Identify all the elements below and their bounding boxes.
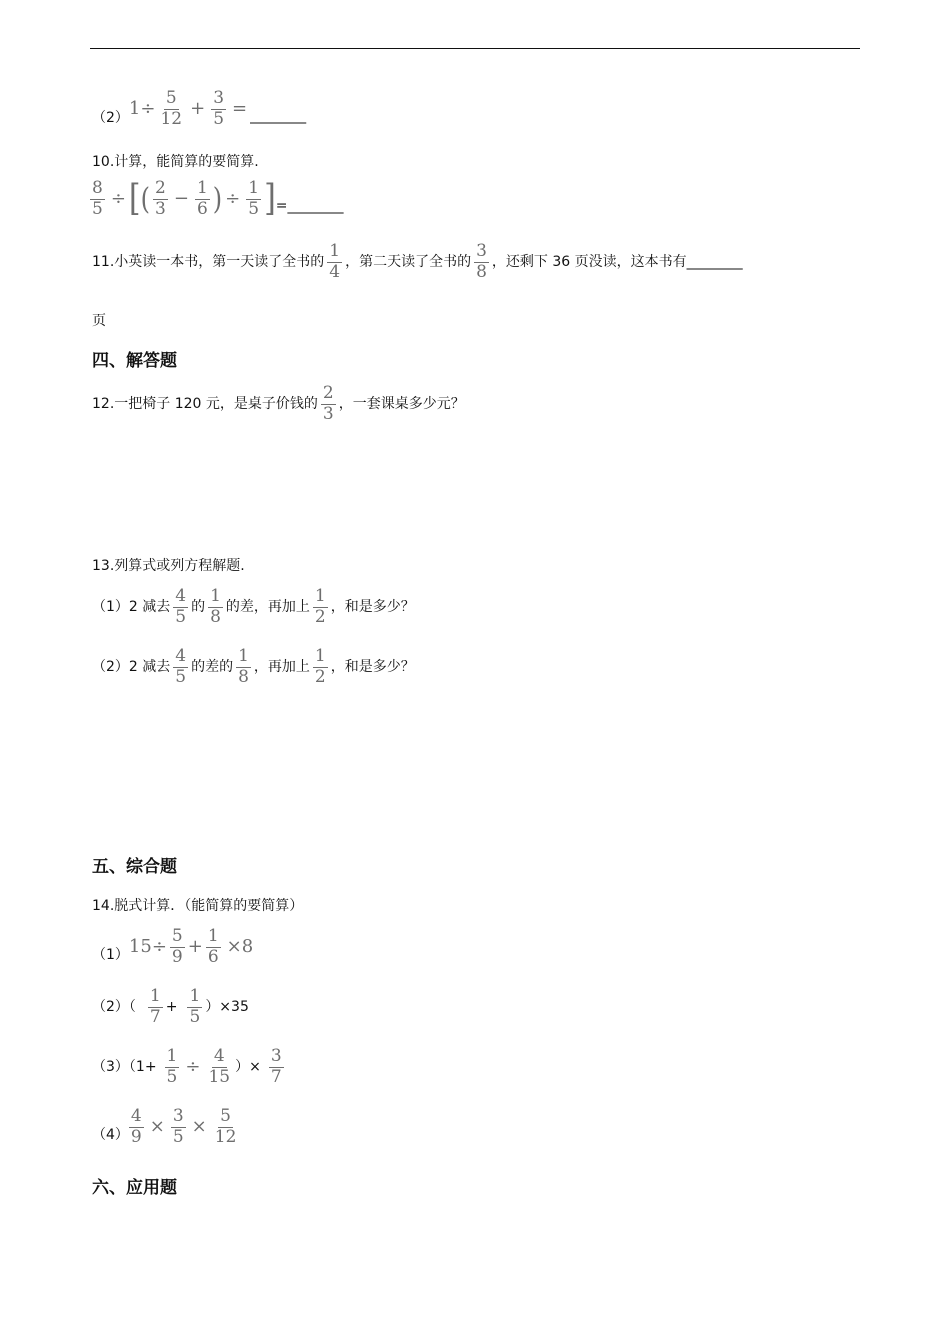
fraction: $\frac{1}{7}$	[149, 986, 161, 1027]
fraction: $\frac{4}{5}$	[175, 646, 187, 687]
question-13-part-2: （2）2 减去 $\frac{4}{5}$ 的差的 $\frac{1}{8}$ ，再加上 $\frac{1}{2}$ ，和是多少？	[92, 646, 415, 687]
question-14-text: 14.脱式计算．（能简算的要简算）	[92, 898, 304, 914]
item-label: （2）	[92, 110, 129, 127]
fraction: $\frac{3}{5}$	[172, 1106, 184, 1147]
fraction: $\frac{1}{4}$	[329, 241, 341, 282]
fraction: $\frac{5}{12}$	[214, 1106, 237, 1147]
question-9-part-2	[92, 90, 306, 129]
fraction: $\frac{5}{9}$	[171, 926, 183, 967]
fraction: $\frac{5}{12}$	[160, 88, 183, 129]
fraction: $\frac{8}{5}$	[92, 178, 103, 219]
question-14-part-1: （1） 15÷ $\frac{5}{9}$ + $\frac{1}{6}$ ×8	[92, 928, 256, 967]
fraction: $\frac{1}{6}$	[196, 178, 208, 219]
question-12: 12.一把椅子 120 元，是桌子价钱的 $\frac{2}{3}$ ，一套课桌多少元？	[92, 383, 465, 424]
fraction: $\frac{4}{9}$	[130, 1106, 142, 1147]
fraction: $\frac{3}{5}$	[213, 88, 225, 129]
section-heading-6: 六、应用题	[92, 1178, 177, 1198]
question-10-expression: $\frac{8}{5}$ ÷ [ ( $\frac{2}{3}$ − $\frac{1}{6}$ ) ÷ $\frac{1}{5}$ ] = ________	[92, 177, 344, 220]
fraction: $\frac{2}{3}$	[155, 178, 166, 219]
question-10-text: 10.计算，能简算的要简算.	[92, 154, 259, 170]
fraction: $\frac{4}{5}$	[175, 586, 187, 627]
answer-blank: ________	[250, 108, 307, 125]
question-11: 11.小英读一本书，第一天读了全书的 $\frac{1}{4}$ ，第二天读了全书的 $\frac{3}{8}$ ，还剩下 36 页没读，这本书有 ________	[92, 241, 743, 282]
header-rule	[90, 48, 860, 49]
fraction: $\frac{4}{15}$	[208, 1046, 231, 1087]
fraction: $\frac{1}{6}$	[207, 926, 219, 967]
question-11-tail: 页	[92, 313, 106, 329]
expression: 1÷ $\frac{5}{12}$ + $\frac{3}{5}$ =	[128, 88, 248, 129]
answer-blank: ________	[686, 254, 743, 271]
answer-blank: ________	[287, 198, 344, 215]
expression: 15÷ $\frac{5}{9}$ + $\frac{1}{6}$ ×8	[128, 926, 254, 967]
question-14-part-4: （4） $\frac{4}{9}$ × $\frac{3}{5}$ × $\frac{5}{12}$	[92, 1108, 241, 1147]
question-13-part-1: （1）2 减去 $\frac{4}{5}$ 的 $\frac{1}{8}$ 的差，再加上 $\frac{1}{2}$ ，和是多少？	[92, 586, 415, 627]
fraction: $\frac{3}{8}$	[476, 241, 487, 282]
expression: $\frac{8}{5}$ ÷ [ ( $\frac{2}{3}$ − $\frac{1}{6}$ ) ÷ $\frac{1}{5}$ ]	[92, 177, 276, 220]
question-14-part-3: （3）（1+ $\frac{1}{5}$ ÷ $\frac{4}{15}$ ）× $\frac{3}{7}$	[92, 1046, 282, 1087]
question-13-text: 13.列算式或列方程解题.	[92, 558, 245, 574]
fraction: $\frac{3}{7}$	[270, 1046, 282, 1087]
section-heading-5: 五、综合题	[92, 857, 177, 877]
expression: $\frac{4}{9}$ × $\frac{3}{5}$ × $\frac{5}{12}$	[130, 1106, 237, 1147]
fraction: $\frac{2}{3}$	[322, 383, 334, 424]
section-heading-4: 四、解答题	[92, 351, 177, 371]
fraction: $\frac{1}{5}$	[189, 986, 201, 1027]
fraction: $\frac{1}{5}$	[248, 178, 260, 219]
fraction: $\frac{1}{2}$	[314, 586, 326, 627]
fraction: $\frac{1}{8}$	[238, 646, 249, 687]
fraction: $\frac{1}{2}$	[314, 646, 326, 687]
fraction: $\frac{1}{5}$	[166, 1046, 178, 1087]
question-14-part-2: （2）（ $\frac{1}{7}$ + $\frac{1}{5}$ ）×35	[92, 986, 249, 1027]
fraction: $\frac{1}{8}$	[210, 586, 221, 627]
